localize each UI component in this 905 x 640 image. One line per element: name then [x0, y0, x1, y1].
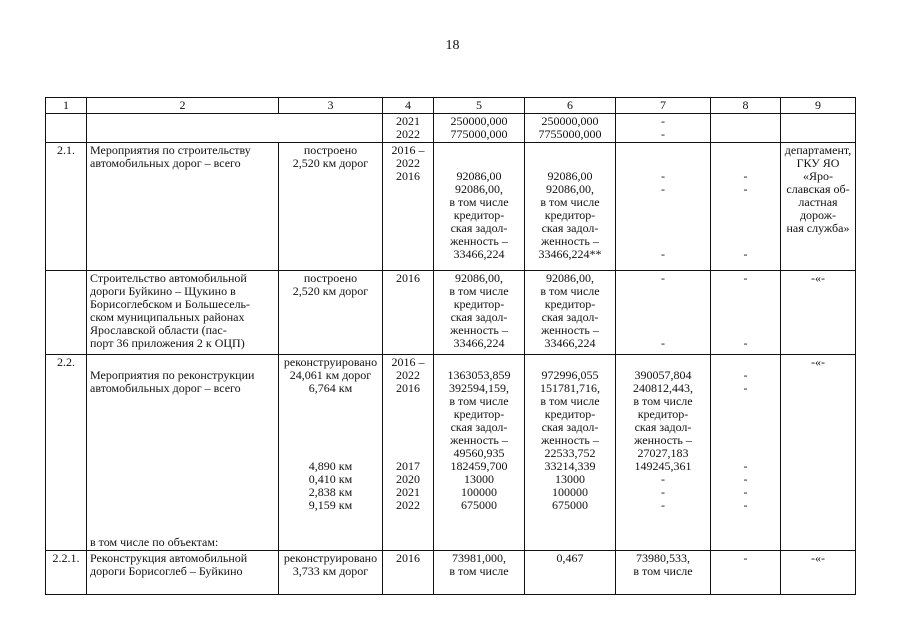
cell-indicator: построено 2,520 км дорог [279, 271, 383, 355]
table-row [46, 271, 856, 355]
cell-col7: - - [616, 271, 711, 355]
header-cell-2: 2 [87, 98, 279, 114]
cell-col7: - - [616, 114, 711, 143]
header-cell-7: 7 [616, 98, 711, 114]
cell-num [46, 114, 87, 143]
header-cell-3: 3 [279, 98, 383, 114]
cell-col8: - - - - - - [711, 355, 781, 551]
cell-num: 2.2.1. [46, 551, 87, 595]
cell-name: Реконструкция автомобильной дороги Борисоглеб – Буйкино [87, 551, 279, 595]
cell-col5: 92086,00 92086,00, в том числе кредитор- ская задол- женность – 33466,224 [434, 143, 525, 271]
cell-col6: 92086,00 92086,00, в том числе кредитор- ская задол- женность – 33466,224** [525, 143, 616, 271]
cell-col6: 972996,055 151781,716, в том числе кредитор- ская задол- женность – 22533,752 33214,339 13000 100000 675000 [525, 355, 616, 551]
cell-years: 2016 – 2022 2016 [383, 143, 434, 271]
cell-col7: - - - [616, 143, 711, 271]
cell-num [46, 271, 87, 355]
header-cell-4: 4 [383, 98, 434, 114]
header-cell-9: 9 [781, 98, 856, 114]
cell-col6: 250000,000 7755000,000 [525, 114, 616, 143]
cell-years: 2021 2022 [383, 114, 434, 143]
cell-col7: 73980,533, в том числе [616, 551, 711, 595]
cell-indicator: построено 2,520 км дорог [279, 143, 383, 271]
header-cell-5: 5 [434, 98, 525, 114]
cell-col8: - [711, 551, 781, 595]
cell-col9 [781, 114, 856, 143]
cell-name [87, 114, 383, 143]
cell-indicator: реконструировано 24,061 км дорог 6,764 км 4,890 км 0,410 км 2,838 км 9,159 км [279, 355, 383, 551]
cell-years: 2016 [383, 271, 434, 355]
cell-name: Мероприятия по строительству автомобильных дорог – всего [87, 143, 279, 271]
cell-col5: 73981,000, в том числе [434, 551, 525, 595]
table-row [46, 143, 856, 271]
cell-col9: -«- [781, 551, 856, 595]
table-row [46, 114, 856, 143]
cell-col7: 390057,804 240812,443, в том числе кредитор- ская задол- женность – 27027,183 149245,361 - - - [616, 355, 711, 551]
cell-col5: 1363053,859 392594,159, в том числе кредитор- ская задол- женность – 49560,935 182459,700 13000 100000 675000 [434, 355, 525, 551]
cell-name [87, 355, 279, 551]
header-cell-1: 1 [46, 98, 87, 114]
cell-col9: -«- [781, 271, 856, 355]
cell-indicator: реконструировано 3,733 км дорог [279, 551, 383, 595]
table-row [46, 551, 856, 595]
table-row [46, 355, 856, 551]
page-number: 18 [445, 38, 460, 53]
cell-col9: -«- [781, 355, 856, 551]
cell-years: 2016 [383, 551, 434, 595]
cell-col8 [711, 114, 781, 143]
cell-col6: 0,467 [525, 551, 616, 595]
row-name-bottom: в том числе по объектам: [90, 535, 219, 549]
cell-col5: 92086,00, в том числе кредитор- ская задол- женность – 33466,224 [434, 271, 525, 355]
header-cell-8: 8 [711, 98, 781, 114]
header-cell-6: 6 [525, 98, 616, 114]
cell-num: 2.2. [46, 355, 87, 551]
cell-name: Строительство автомобильной дороги Буйкино – Щукино в Борисоглебском и Большесель- ском муниципальных районах Ярославской области (пас- порт 36 приложения 2 к ОЦП) [87, 271, 279, 355]
cell-col9: департамент, ГКУ ЯО «Яро- славская об- ластная дорож- ная служба» [781, 143, 856, 271]
cell-col8: - - - [711, 143, 781, 271]
program-table [45, 97, 856, 595]
cell-col6: 92086,00, в том числе кредитор- ская задол- женность – 33466,224 [525, 271, 616, 355]
cell-num: 2.1. [46, 143, 87, 271]
row-name: Мероприятия по реконструкции автомобильных дорог – всего [90, 368, 255, 395]
header-row [46, 98, 856, 114]
cell-col8: - - [711, 271, 781, 355]
cell-col5: 250000,000 775000,000 [434, 114, 525, 143]
cell-years: 2016 – 2022 2016 2017 2020 2021 2022 [383, 355, 434, 551]
